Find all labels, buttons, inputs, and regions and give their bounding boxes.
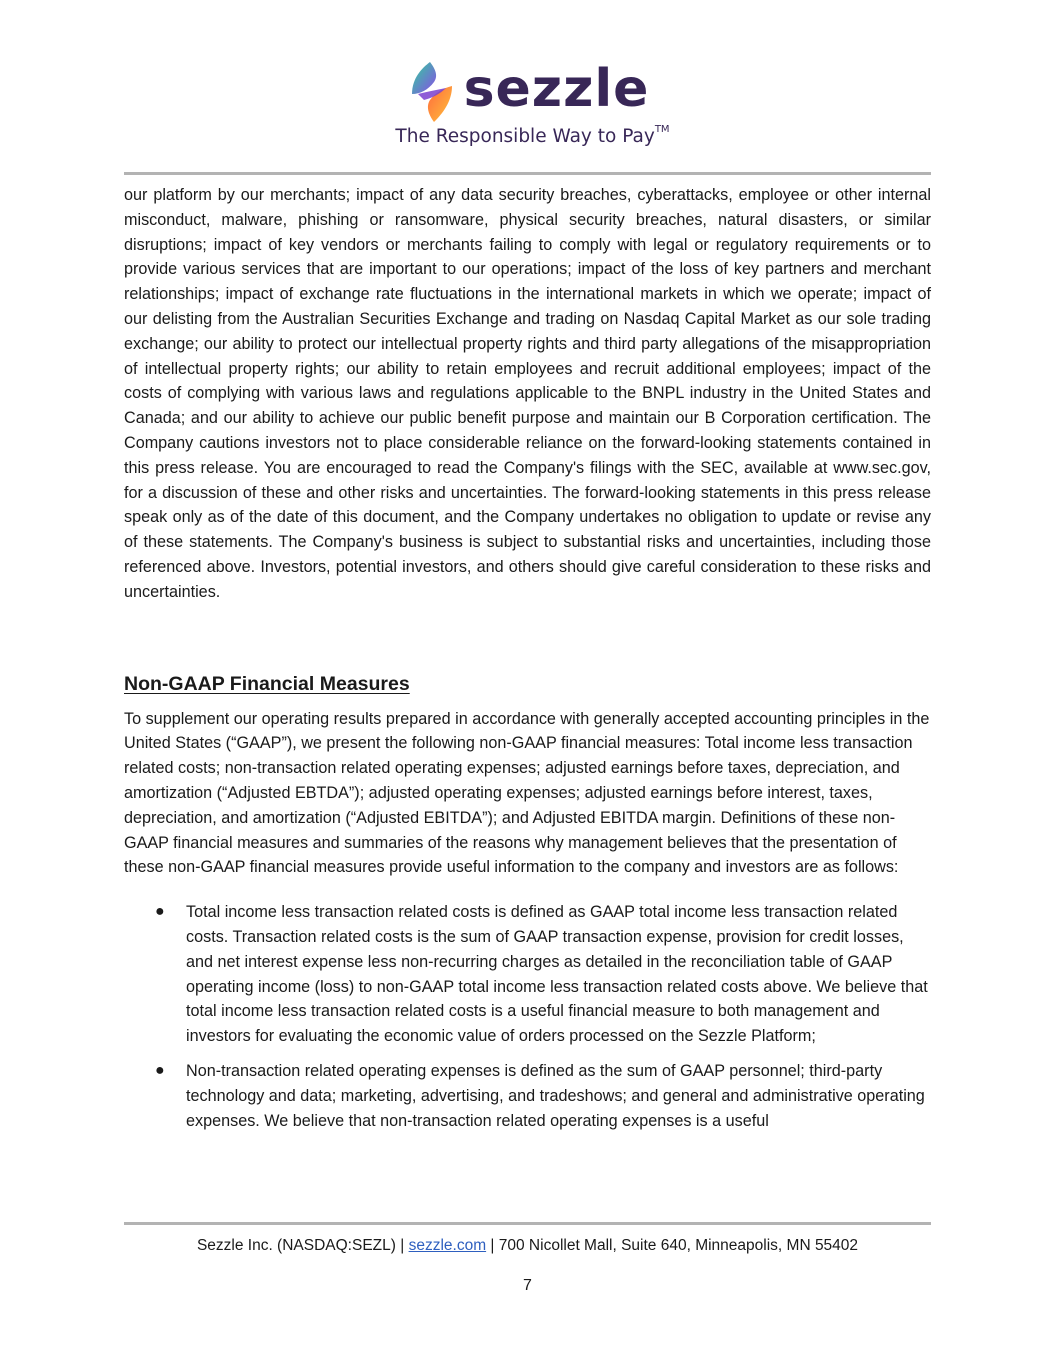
list-item-text: Non-transaction related operating expenses is defined as the sum of GAAP personnel; third-party technology and data; marketing, advertising, and tradeshows; and general and administrative operating expenses. We believe that non-transaction related operating expenses is a useful [186,1061,925,1130]
page-number: 7 [523,1277,532,1294]
page-header [0,60,1055,147]
forward-looking-paragraph: our platform by our merchants; impact of any data security breaches, cyberattacks, employee or other internal misconduct, malware, phishing or ransomware, physical security breaches, natural disasters, or similar disruptions; impact of key vendors or merchants failing to comply with legal or regulatory requirements or to provide various services that are important to our operations; impact of the loss of key partners and merchant relationships; impact of exchange rate fluctuations in the international markets in which we operate; impact of our delisting from the Australian Securities Exchange and trading on Nasdaq Capital Market as our sole trading exchange; our ability to protect our intellectual property rights and third party allegations of the misappropriation of intellectual property rights; our ability to retain employees and recruit additional employees; impact of the costs of complying with various laws and regulations applicable to the BNPL industry in the United States and Canada; and our ability to achieve our public benefit purpose and maintain our B Corporation certification. The Company cautions investors not to place considerable reliance on the forward-looking statements contained in this press release. You are encouraged to read the Company's filings with the SEC, available at www.sec.gov, for a discussion of these and other risks and uncertainties. The forward-looking statements in this press release speak only as of the date of this document, and the Company undertakes no obligation to update or revise any of these statements. The Company's business is subject to substantial risks and uncertainties, including those referenced above. Investors, potential investors, and others should give careful consideration to these risks and uncertainties. [124,186,931,601]
list-item [124,1059,931,1133]
trademark-mark: TM [654,124,670,135]
non-gaap-intro-paragraph: To supplement our operating results prepared in accordance with generally accepted accounting principles in the United States (“GAAP”), we present the following non-GAAP financial measures: Total income less transaction related costs; non-transaction related operating expenses; adjusted earnings before taxes, depreciation, and amortization (“Adjusted EBTDA”); adjusted operating expenses; adjusted earnings before interest, taxes, depreciation, and amortization (“Adjusted EBITDA”); and Adjusted EBITDA margin. Definitions of these non-GAAP financial measures and summaries of the reasons why management believes that the presentation of these non-GAAP financial measures provide useful information to the company and investors are as follows: [124,709,930,877]
footer-company: Sezzle Inc. (NASDAQ:SEZL) [196,1237,396,1254]
bullet-dot-icon: ● [155,1061,165,1079]
tagline-text: The Responsible Way to Pay [395,126,655,147]
header-divider [124,172,931,175]
page-content [124,183,931,1143]
footer-divider [124,1222,931,1225]
definitions-list [124,900,931,1133]
brand-wordmark: sezzle [463,59,650,119]
page-footer [0,1233,1055,1259]
sezzle-logo-icon [406,60,458,124]
bullet-dot-icon: ● [155,903,165,921]
list-item-text: Total income less transaction related costs is defined as GAAP total income less transaction related costs. Transaction related costs is the sum of GAAP transaction expense, provision for credit losses, and net interest expense less non-recurring charges as detailed in the reconciliation table of GAAP operating income (loss) to non-GAAP total income less transaction related costs above. We believe that total income less transaction related costs is a useful financial measure to both management and investors for evaluating the economic value of orders processed on the Sezzle Platform; [186,903,928,1046]
footer-separator: | [490,1237,495,1254]
logo [0,60,1055,124]
footer-address: 700 Nicollet Mall, Suite 640, Minneapolis, MN 55402 [498,1237,859,1254]
section-title: Non-GAAP Financial Measures [124,672,410,695]
tagline [0,126,1055,147]
sezzle-link[interactable]: sezzle.com [408,1237,487,1254]
footer-separator: | [400,1237,405,1254]
list-item [124,900,931,1049]
